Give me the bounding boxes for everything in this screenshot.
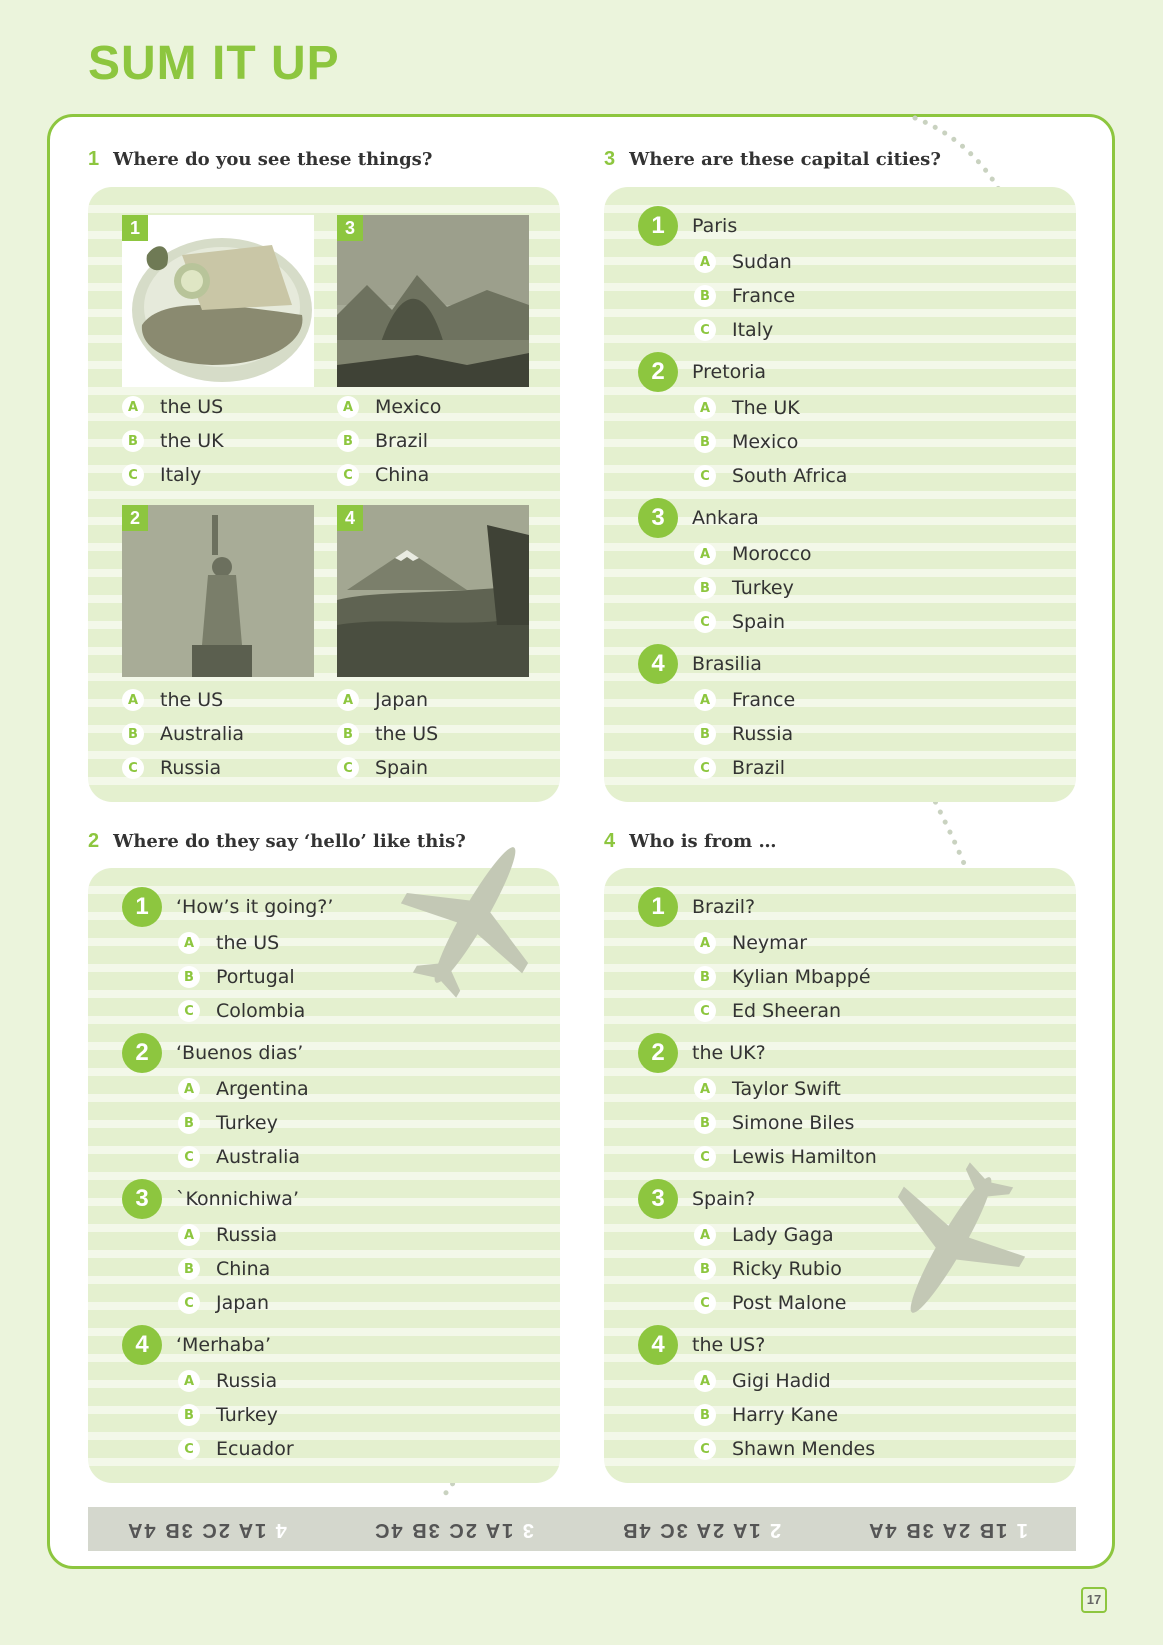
option-letter: A bbox=[694, 543, 716, 565]
option-letter: B bbox=[694, 723, 716, 745]
item-text: `Konnichiwa’ bbox=[176, 1188, 299, 1210]
q4-item-2 bbox=[638, 1034, 877, 1174]
option-a[interactable] bbox=[122, 683, 244, 717]
statue-of-liberty-photo bbox=[122, 505, 314, 677]
question-text: Where do they say ‘hello’ like this? bbox=[113, 831, 466, 852]
option-letter: A bbox=[694, 397, 716, 419]
option-a[interactable] bbox=[694, 1218, 846, 1252]
option-b[interactable] bbox=[694, 1252, 846, 1286]
option-letter: A bbox=[337, 396, 359, 418]
option-c[interactable] bbox=[178, 994, 333, 1028]
option-text: Neymar bbox=[732, 932, 808, 954]
picture-2-options bbox=[122, 683, 244, 785]
item-text: ‘Merhaba’ bbox=[176, 1334, 272, 1356]
item-number: 1 bbox=[638, 887, 678, 927]
q4-item-3 bbox=[638, 1180, 846, 1320]
option-letter: C bbox=[178, 1146, 200, 1168]
option-a[interactable] bbox=[337, 683, 438, 717]
option-a[interactable] bbox=[694, 245, 795, 279]
item-text: Ankara bbox=[692, 507, 759, 529]
option-a[interactable] bbox=[694, 391, 847, 425]
option-letter: C bbox=[694, 611, 716, 633]
option-text: Ricky Rubio bbox=[732, 1258, 842, 1280]
option-text: Portugal bbox=[216, 966, 295, 988]
item-text: Paris bbox=[692, 215, 738, 237]
option-text: the US bbox=[160, 689, 224, 711]
option-c[interactable] bbox=[337, 458, 441, 492]
option-b[interactable] bbox=[337, 717, 438, 751]
option-text: Turkey bbox=[216, 1112, 278, 1134]
option-b[interactable] bbox=[337, 424, 441, 458]
option-text: Turkey bbox=[732, 577, 794, 599]
item-text: Brasilia bbox=[692, 653, 762, 675]
question-3-panel bbox=[604, 187, 1076, 802]
option-b[interactable] bbox=[178, 1252, 299, 1286]
option-text: Australia bbox=[160, 723, 245, 745]
item-text: Spain? bbox=[692, 1188, 756, 1210]
city-bay-photo bbox=[337, 215, 529, 387]
option-letter: A bbox=[694, 251, 716, 273]
option-letter: C bbox=[694, 1000, 716, 1022]
option-c[interactable] bbox=[694, 313, 795, 347]
option-c[interactable] bbox=[694, 605, 812, 639]
option-a[interactable] bbox=[694, 926, 871, 960]
option-letter: B bbox=[122, 430, 144, 452]
option-text: Australia bbox=[216, 1146, 301, 1168]
option-letter: B bbox=[694, 1112, 716, 1134]
item-number: 3 bbox=[638, 498, 678, 538]
option-text: Mexico bbox=[375, 396, 442, 418]
question-number: 2 bbox=[88, 830, 100, 852]
option-letter: B bbox=[694, 431, 716, 453]
option-letter: B bbox=[178, 1404, 200, 1426]
option-letter: A bbox=[694, 1370, 716, 1392]
option-b[interactable] bbox=[694, 960, 871, 994]
option-text: Simone Biles bbox=[732, 1112, 855, 1134]
picture-3-options bbox=[337, 390, 441, 492]
option-letter: C bbox=[178, 1000, 200, 1022]
option-letter: A bbox=[122, 396, 144, 418]
option-letter: A bbox=[694, 932, 716, 954]
option-text: the US bbox=[216, 932, 280, 954]
option-a[interactable] bbox=[122, 390, 224, 424]
option-text: China bbox=[375, 464, 430, 486]
option-c[interactable] bbox=[178, 1140, 309, 1174]
option-a[interactable] bbox=[694, 537, 812, 571]
option-letter: B bbox=[694, 1404, 716, 1426]
option-letter: B bbox=[694, 966, 716, 988]
option-letter: C bbox=[694, 465, 716, 487]
option-a[interactable] bbox=[178, 926, 333, 960]
option-b[interactable] bbox=[694, 717, 795, 751]
answer-key bbox=[88, 1507, 1076, 1551]
option-letter: B bbox=[337, 430, 359, 452]
option-a[interactable] bbox=[694, 1364, 875, 1398]
mount-fuji-photo bbox=[337, 505, 529, 677]
option-text: Ecuador bbox=[216, 1438, 294, 1460]
option-b[interactable] bbox=[694, 425, 847, 459]
q3-item-2 bbox=[638, 353, 847, 493]
option-letter: A bbox=[178, 1370, 200, 1392]
option-a[interactable] bbox=[694, 1072, 877, 1106]
option-text: Russia bbox=[216, 1370, 278, 1392]
option-letter: C bbox=[694, 1146, 716, 1168]
option-text: Spain bbox=[375, 757, 429, 779]
option-text: Brazil bbox=[732, 757, 786, 779]
q3-item-3 bbox=[638, 499, 812, 639]
option-b[interactable] bbox=[178, 1106, 309, 1140]
airplane-icon bbox=[876, 1160, 1026, 1330]
option-c[interactable] bbox=[694, 1140, 877, 1174]
option-text: Italy bbox=[732, 319, 774, 341]
option-a[interactable] bbox=[694, 683, 795, 717]
option-text: Sudan bbox=[732, 251, 792, 273]
item-number: 4 bbox=[638, 644, 678, 684]
option-c[interactable] bbox=[122, 458, 224, 492]
option-text: Kylian Mbappé bbox=[732, 966, 871, 988]
picture-number: 4 bbox=[337, 505, 363, 531]
picture-4-options bbox=[337, 683, 438, 785]
option-letter: C bbox=[694, 1292, 716, 1314]
airplane-icon bbox=[400, 830, 550, 1000]
item-number: 4 bbox=[638, 1325, 678, 1365]
option-text: Russia bbox=[160, 757, 222, 779]
option-text: Lewis Hamilton bbox=[732, 1146, 877, 1168]
option-c[interactable] bbox=[694, 1432, 875, 1466]
option-text: Ed Sheeran bbox=[732, 1000, 842, 1022]
option-text: the UK bbox=[160, 430, 224, 452]
picture-number: 2 bbox=[122, 505, 148, 531]
q2-item-3 bbox=[122, 1180, 299, 1320]
option-c[interactable] bbox=[694, 994, 871, 1028]
option-letter: B bbox=[694, 285, 716, 307]
option-c[interactable] bbox=[694, 1286, 846, 1320]
answer-key-4: 4 1A 2C 3B 4A bbox=[126, 1518, 288, 1541]
option-letter: A bbox=[178, 932, 200, 954]
option-letter: B bbox=[178, 1258, 200, 1280]
question-number: 4 bbox=[604, 830, 616, 852]
item-text: ‘Buenos dias’ bbox=[176, 1042, 304, 1064]
option-text: Colombia bbox=[216, 1000, 306, 1022]
question-4-heading bbox=[604, 830, 776, 853]
option-c[interactable] bbox=[122, 751, 244, 785]
picture-1-options bbox=[122, 390, 224, 492]
item-text: ‘How’s it going?’ bbox=[176, 896, 334, 918]
option-text: Argentina bbox=[216, 1078, 309, 1100]
option-b[interactable] bbox=[694, 1398, 875, 1432]
option-a[interactable] bbox=[337, 390, 441, 424]
option-letter: C bbox=[694, 757, 716, 779]
option-b[interactable] bbox=[694, 1106, 877, 1140]
question-text: Who is from … bbox=[629, 831, 777, 852]
option-text: Japan bbox=[375, 689, 428, 711]
item-number: 2 bbox=[638, 352, 678, 392]
question-3-heading bbox=[604, 148, 941, 171]
q2-item-2 bbox=[122, 1034, 309, 1174]
option-text: China bbox=[216, 1258, 271, 1280]
option-text: Taylor Swift bbox=[732, 1078, 841, 1100]
option-c[interactable] bbox=[337, 751, 438, 785]
option-c[interactable] bbox=[694, 459, 847, 493]
option-a[interactable] bbox=[178, 1072, 309, 1106]
option-letter: C bbox=[337, 464, 359, 486]
option-text: Mexico bbox=[732, 431, 799, 453]
option-letter: C bbox=[178, 1292, 200, 1314]
option-b[interactable] bbox=[178, 1398, 294, 1432]
option-text: Shawn Mendes bbox=[732, 1438, 876, 1460]
option-b[interactable] bbox=[694, 279, 795, 313]
option-text: France bbox=[732, 689, 796, 711]
option-letter: B bbox=[178, 966, 200, 988]
option-c[interactable] bbox=[178, 1286, 299, 1320]
q3-item-1 bbox=[638, 207, 795, 347]
option-text: Russia bbox=[216, 1224, 278, 1246]
option-letter: C bbox=[337, 757, 359, 779]
q3-item-4 bbox=[638, 645, 795, 785]
option-letter: B bbox=[178, 1112, 200, 1134]
q4-item-1 bbox=[638, 888, 871, 1028]
item-number: 2 bbox=[638, 1033, 678, 1073]
question-number: 3 bbox=[604, 148, 616, 170]
option-text: Russia bbox=[732, 723, 794, 745]
option-text: Turkey bbox=[216, 1404, 278, 1426]
option-a[interactable] bbox=[178, 1364, 294, 1398]
option-letter: C bbox=[122, 757, 144, 779]
option-letter: A bbox=[178, 1078, 200, 1100]
option-a[interactable] bbox=[178, 1218, 299, 1252]
question-number: 1 bbox=[88, 148, 100, 170]
option-letter: A bbox=[694, 1078, 716, 1100]
option-letter: B bbox=[694, 577, 716, 599]
option-text: The UK bbox=[732, 397, 800, 419]
q4-item-4 bbox=[638, 1326, 875, 1466]
option-b[interactable] bbox=[178, 960, 333, 994]
item-number: 4 bbox=[122, 1325, 162, 1365]
option-text: Harry Kane bbox=[732, 1404, 839, 1426]
option-letter: A bbox=[694, 689, 716, 711]
food-plate-photo bbox=[122, 215, 314, 387]
option-text: Italy bbox=[160, 464, 202, 486]
item-text: Pretoria bbox=[692, 361, 767, 383]
item-number: 3 bbox=[638, 1179, 678, 1219]
question-text: Where do you see these things? bbox=[113, 149, 433, 170]
option-text: France bbox=[732, 285, 796, 307]
option-text: Gigi Hadid bbox=[732, 1370, 831, 1392]
option-letter: C bbox=[694, 319, 716, 341]
item-text: the UK? bbox=[692, 1042, 766, 1064]
option-text: Japan bbox=[216, 1292, 269, 1314]
item-text: the US? bbox=[692, 1334, 766, 1356]
option-letter: C bbox=[694, 1438, 716, 1460]
option-letter: B bbox=[694, 1258, 716, 1280]
item-number: 2 bbox=[122, 1033, 162, 1073]
item-number: 1 bbox=[122, 887, 162, 927]
option-text: Spain bbox=[732, 611, 786, 633]
option-b[interactable] bbox=[122, 717, 244, 751]
answer-key-1: 1 1B 2A 3B 4A bbox=[866, 1518, 1028, 1541]
q2-item-4 bbox=[122, 1326, 294, 1466]
option-letter: A bbox=[122, 689, 144, 711]
option-letter: A bbox=[178, 1224, 200, 1246]
option-letter: C bbox=[122, 464, 144, 486]
option-text: Morocco bbox=[732, 543, 812, 565]
page-title: SUM IT UP bbox=[88, 37, 340, 90]
q2-item-1 bbox=[122, 888, 333, 1028]
option-text: Lady Gaga bbox=[732, 1224, 834, 1246]
option-letter: C bbox=[178, 1438, 200, 1460]
option-text: Post Malone bbox=[732, 1292, 847, 1314]
option-b[interactable] bbox=[122, 424, 224, 458]
item-text: Brazil? bbox=[692, 896, 756, 918]
question-1-panel bbox=[88, 187, 560, 802]
option-text: the US bbox=[375, 723, 439, 745]
picture-number: 1 bbox=[122, 215, 148, 241]
option-letter: B bbox=[122, 723, 144, 745]
option-text: the US bbox=[160, 396, 224, 418]
option-letter: B bbox=[337, 723, 359, 745]
option-c[interactable] bbox=[178, 1432, 294, 1466]
picture-number: 3 bbox=[337, 215, 363, 241]
page-number: 17 bbox=[1081, 1587, 1107, 1613]
item-number: 3 bbox=[122, 1179, 162, 1219]
option-c[interactable] bbox=[694, 751, 795, 785]
option-letter: A bbox=[337, 689, 359, 711]
item-number: 1 bbox=[638, 206, 678, 246]
option-text: Brazil bbox=[375, 430, 429, 452]
question-1-heading bbox=[88, 148, 432, 171]
question-text: Where are these capital cities? bbox=[629, 149, 941, 170]
answer-key-3: 3 1A 2C 3B 4C bbox=[373, 1518, 535, 1541]
option-letter: A bbox=[694, 1224, 716, 1246]
option-text: South Africa bbox=[732, 465, 848, 487]
option-b[interactable] bbox=[694, 571, 812, 605]
answer-key-2: 2 1A 2A 3C 4B bbox=[620, 1518, 781, 1541]
